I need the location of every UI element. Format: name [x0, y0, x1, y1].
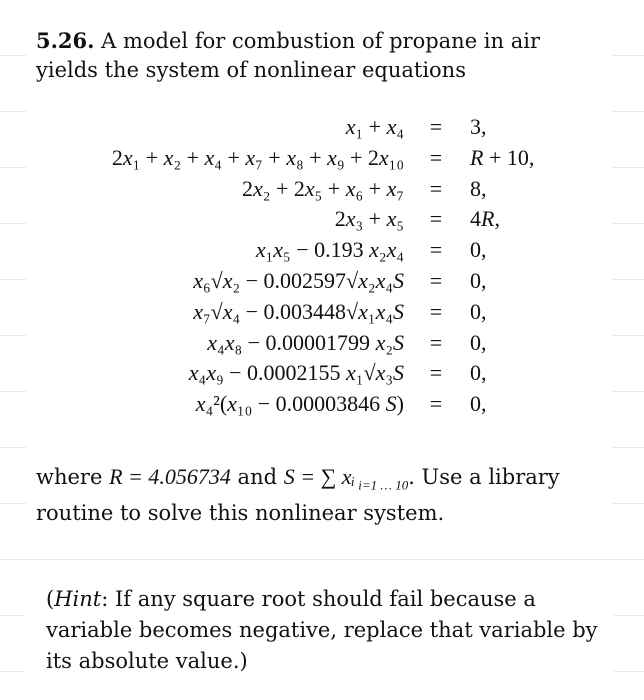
equation-row	[26, 266, 612, 296]
equation-row	[26, 112, 612, 142]
hint-label: Hint	[54, 587, 102, 611]
hint-text: (Hint: If any square root should fail because a variable becomes negative, replace that variable by its absolute value.)	[46, 587, 598, 673]
equation-lhs: 2x₂ + 2x₅ + x₆ + x₇	[242, 175, 404, 201]
equation-row	[26, 143, 612, 173]
equation-lhs: x₆√x₂ − 0.002597√x₂x₄S	[193, 268, 404, 293]
problem-intro-text: A model for combustion of propane in air yields the system of nonlinear equations	[36, 29, 541, 82]
s-definition: S = ∑ xᵢ $_{i=1 \dots 10}$	[283, 464, 409, 493]
equation-row	[26, 204, 612, 234]
equation-rhs: 0,	[470, 360, 487, 386]
equation-rhs: 3,	[470, 114, 487, 139]
equals-sign: =	[429, 237, 443, 263]
equation-rhs: 0,	[470, 391, 487, 417]
equals-sign: =	[429, 329, 443, 355]
equals-sign: =	[429, 391, 443, 417]
equation-row	[26, 358, 612, 388]
equation-lhs: x₄²(x₁₀ − 0.00003846 S)	[195, 391, 404, 417]
equation-lhs: 2x₁ + x₂ + x₄ + x₇ + x₈ + x₉ + 2x₁₀	[111, 144, 404, 170]
hint-body: : If any square root should fail because a variable becomes negative, replace that variable by its absolute value.)	[46, 587, 598, 673]
equation-rhs: 4R,	[470, 206, 500, 232]
equation-row	[26, 328, 612, 358]
equation-lhs: x₄x₉ − 0.0002155 x₁√x₃S	[188, 360, 404, 386]
equals-sign: =	[429, 206, 443, 232]
equation-lhs: x₇√x₄ − 0.003448√x₁x₄S	[193, 298, 404, 324]
equation-row	[26, 389, 612, 419]
equation-rhs: 0,	[470, 329, 487, 355]
equation-rhs: 8,	[470, 175, 487, 201]
hint-card	[24, 570, 614, 688]
equals-sign: =	[429, 298, 443, 324]
equals-sign: =	[429, 114, 443, 139]
equation-lhs: 2x₃ + x₅	[334, 206, 404, 232]
equation-row	[26, 235, 612, 265]
equation-row	[26, 174, 612, 204]
closing-text: where R = 4.056734 and S = ∑ xᵢ $_{i=1 \dots 10}$. Use a library routine to solve this nonlinear system.	[36, 464, 560, 526]
equals-sign: =	[429, 268, 443, 293]
equation-rhs: R + 10,	[470, 144, 535, 170]
equation-rhs: 0,	[470, 237, 487, 263]
sum-limits: i=1 … 10	[358, 477, 409, 493]
equals-sign: =	[429, 360, 443, 386]
problem-card	[26, 12, 612, 544]
r-definition: R = 4.056734	[109, 464, 231, 489]
problem-number: 5.26.	[36, 28, 95, 53]
equals-sign: =	[429, 144, 443, 170]
equation-lhs: x₄x₈ − 0.00001799 x₂S	[207, 329, 404, 355]
equation-row	[26, 297, 612, 327]
equation-lhs: x₁ + x₄	[345, 114, 404, 139]
equation-lhs: x₁x₅ − 0.193 x₂x₄	[255, 237, 404, 263]
equation-rhs: 0,	[470, 268, 487, 293]
problem-intro	[36, 26, 596, 85]
equals-sign: =	[429, 175, 443, 201]
equation-rhs: 0,	[470, 298, 487, 324]
